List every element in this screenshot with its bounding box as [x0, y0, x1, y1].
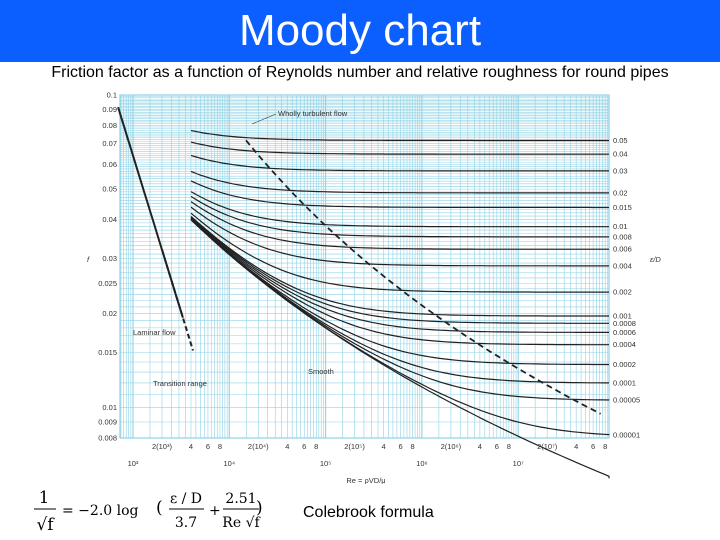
y-tick-label: 0.09 [102, 104, 117, 114]
roughness-label: 0.01 [613, 222, 628, 232]
roughness-label: 0.0006 [613, 327, 636, 337]
x-tick-label: 6 [398, 442, 403, 451]
roughness-label: 0.001 [613, 311, 632, 321]
x-tick-label: 10⁵ [319, 459, 332, 468]
roughness-label: 0.015 [613, 202, 632, 212]
y-tick-label: 0.07 [102, 138, 117, 148]
right-axis-label: ε/D [650, 255, 661, 264]
y-tick-label: 0.06 [102, 159, 117, 169]
x-tick-label: 8 [506, 442, 511, 451]
plus-sign: + [209, 503, 221, 519]
x-tick-label: 4 [477, 442, 482, 451]
right-paren: ) [256, 498, 263, 518]
x-tick-label: 6 [302, 442, 307, 451]
y-tick-label: 0.04 [102, 214, 117, 224]
roughness-label: 0.00005 [613, 395, 641, 405]
x-tick-label: 6 [591, 442, 596, 451]
roughness-label: 0.00001 [613, 430, 641, 440]
term2-denominator: Re √f [222, 515, 260, 531]
roughness-label: 0.002 [613, 287, 632, 297]
x-tick-label: 8 [603, 442, 608, 451]
y-tick-label: 0.02 [102, 309, 117, 319]
x-tick-label: 4 [285, 442, 290, 451]
x-tick-label: 10⁶ [416, 459, 428, 468]
annotation-transition-range: Transition range [153, 379, 207, 388]
left-paren: ( [156, 498, 163, 518]
y-tick-label: 0.1 [106, 90, 117, 100]
roughness-label: 0.006 [613, 244, 632, 254]
roughness-label: 0.05 [613, 135, 628, 145]
x-tick-label: 2(10⁶) [440, 442, 462, 451]
roughness-label: 0.004 [613, 261, 632, 271]
term2-numerator: 2.51 [225, 491, 257, 507]
x-tick-label: 4 [188, 442, 194, 451]
chart-subtitle: Friction factor as a function of Reynolds number and relative roughness for round pipes [51, 64, 669, 81]
x-tick-label: 8 [217, 442, 223, 451]
x-tick-label: 4 [381, 442, 386, 451]
roughness-label: 0.0004 [613, 340, 636, 350]
annotation-wholly-turbulent: Wholly turbulent flow [278, 109, 348, 118]
roughness-label: 0.0008 [613, 318, 636, 328]
y-tick-label: 0.015 [98, 348, 117, 358]
x-tick-label: 2(10⁴) [247, 442, 269, 451]
term1-denominator: 3.7 [174, 515, 198, 531]
roughness-label: 0.03 [613, 166, 628, 176]
y-tick-label: 0.08 [102, 120, 117, 130]
y-axis-label: f [87, 255, 90, 264]
y-tick-label: 0.03 [102, 254, 117, 264]
x-tick-label: 10³ [127, 459, 139, 468]
y-tick-label: 0.025 [98, 278, 117, 288]
term1-numerator: ε / D [169, 491, 203, 507]
y-tick-label: 0.008 [98, 433, 117, 443]
roughness-label: 0.0001 [613, 378, 636, 388]
x-tick-label: 10⁷ [512, 459, 524, 468]
roughness-label: 0.008 [613, 232, 632, 242]
roughness-label: 0.0002 [613, 360, 636, 370]
x-tick-label: 6 [494, 442, 499, 451]
annotation-smooth: Smooth [308, 367, 334, 376]
roughness-label: 0.04 [613, 149, 628, 159]
x-tick-label: 6 [205, 442, 211, 451]
x-tick-label: 2(10³) [151, 442, 172, 451]
x-tick-label: 4 [574, 442, 579, 451]
x-tick-label: 8 [314, 442, 319, 451]
formula-label: Colebrook formula [303, 504, 434, 521]
x-tick-label: 10⁴ [223, 459, 236, 468]
annotation-laminar-flow: Laminar flow [133, 328, 176, 337]
x-axis-label: Re = ρVD/μ [346, 476, 386, 484]
colebrook-equation [34, 484, 264, 540]
x-tick-label: 2(10⁷) [537, 442, 558, 451]
lhs-denominator: √f [36, 515, 54, 535]
y-tick-label: 0.05 [102, 184, 117, 194]
y-tick-label: 0.009 [98, 417, 117, 427]
page-title: Moody chart [238, 6, 482, 55]
x-tick-label: 2(10⁵) [344, 442, 365, 451]
log-coefficient: = −2.0 log [62, 503, 139, 519]
roughness-label: 0.02 [613, 188, 628, 198]
x-tick-label: 8 [410, 442, 415, 451]
lhs-numerator: 1 [38, 488, 50, 508]
y-tick-label: 0.01 [102, 403, 117, 413]
